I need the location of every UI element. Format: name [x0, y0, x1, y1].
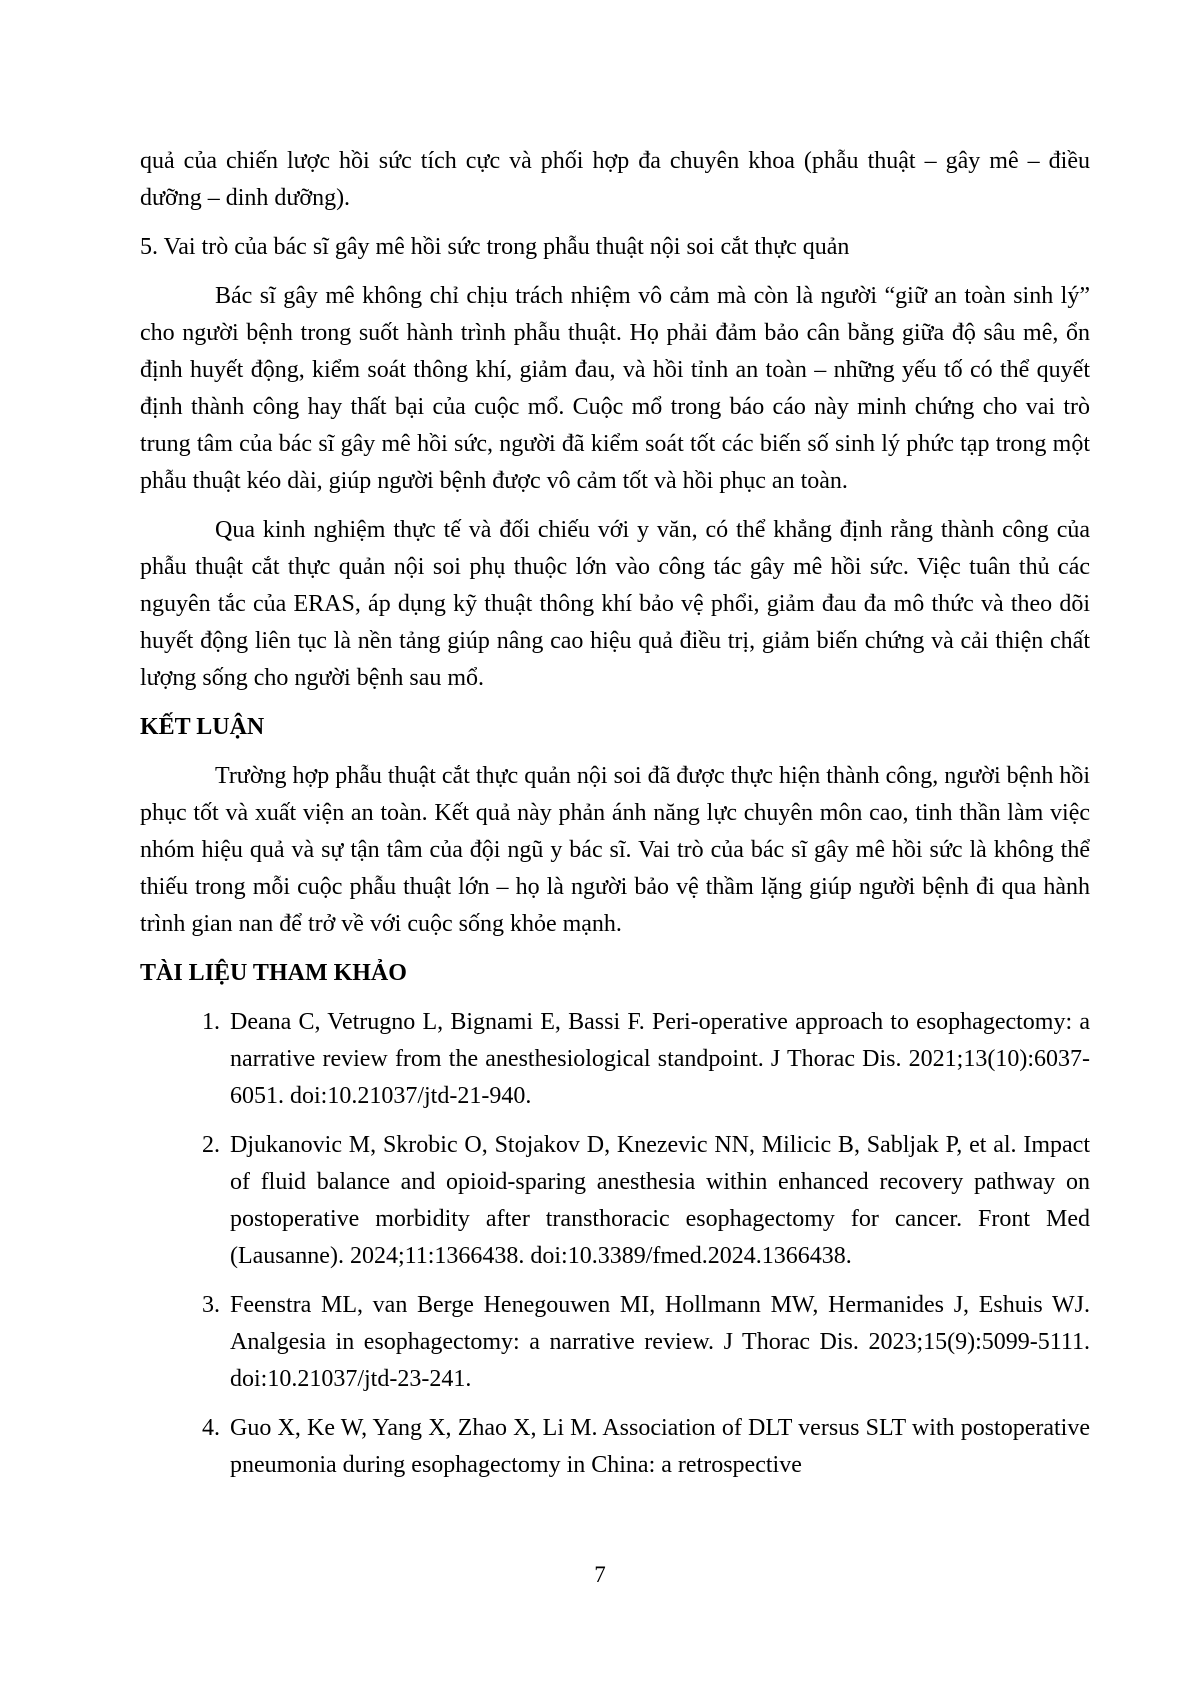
reference-text: Deana C, Vetrugno L, Bignami E, Bassi F. Peri-operative approach to esophagectomy: a narrative review from the anesthesiological standpoint. J Thorac Dis. 2021;13(10):6037-6051. doi:10.21037/jtd-21-940.	[230, 1009, 1090, 1109]
references-list	[140, 1004, 1090, 1484]
reference-number: 1.	[202, 1009, 220, 1035]
paragraph-experience-eras: Qua kinh nghiệm thực tế và đối chiếu với y văn, có thể khẳng định rằng thành công của phẫu thuật cắt thực quản nội soi phụ thuộc lớn vào công tác gây mê hồi sức. Việc tuân thủ các nguyên tắc của ERAS, áp dụng kỹ thuật thông khí bảo vệ phổi, giảm đau đa mô thức và theo dõi huyết động liên tục là nền tảng giúp nâng cao hiệu quả điều trị, giảm biến chứng và cải thiện chất lượng sống cho người bệnh sau mổ.	[140, 517, 1090, 691]
paragraph-anesthesiologist-role: Bác sĩ gây mê không chỉ chịu trách nhiệm vô cảm mà còn là người “giữ an toàn sinh lý” cho người bệnh trong suốt hành trình phẫu thuật. Họ phải đảm bảo cân bằng giữa độ sâu mê, ổn định huyết động, kiểm soát thông khí, giảm đau, và hồi tỉnh an toàn – những yếu tố có thể quyết định thành công hay thất bại của cuộc mổ. Cuộc mổ trong báo cáo này minh chứng cho vai trò trung tâm của bác sĩ gây mê hồi sức, người đã kiểm soát tốt các biến số sinh lý phức tạp trong một phẫu thuật kéo dài, giúp người bệnh được vô cảm tốt và hồi phục an toàn.	[140, 283, 1090, 494]
reference-item-3	[202, 1287, 1090, 1398]
reference-item-1	[202, 1004, 1090, 1115]
reference-number: 4.	[202, 1415, 220, 1441]
page-number: 7	[594, 1562, 606, 1587]
references-heading: TÀI LIỆU THAM KHẢO	[140, 960, 407, 986]
reference-item-4	[202, 1410, 1090, 1484]
reference-number: 2.	[202, 1132, 220, 1158]
reference-item-2	[202, 1127, 1090, 1275]
reference-text: Feenstra ML, van Berge Henegouwen MI, Hollmann MW, Hermanides J, Eshuis WJ. Analgesia in esophagectomy: a narrative review. J Thorac Dis. 2023;15(9):5099-5111. doi:10.21037/jtd-23-241.	[230, 1292, 1090, 1392]
section-5-heading: 5. Vai trò của bác sĩ gây mê hồi sức trong phẫu thuật nội soi cắt thực quản	[140, 234, 850, 260]
paragraph-continuation: quả của chiến lược hồi sức tích cực và phối hợp đa chuyên khoa (phẫu thuật – gây mê – điều dưỡng – dinh dưỡng).	[140, 148, 1090, 211]
conclusion-heading: KẾT LUẬN	[140, 714, 265, 740]
reference-text: Guo X, Ke W, Yang X, Zhao X, Li M. Association of DLT versus SLT with postoperative pneumonia during esophagectomy in China: a retrospective	[230, 1415, 1090, 1478]
reference-number: 3.	[202, 1292, 220, 1318]
paragraph-conclusion: Trường hợp phẫu thuật cắt thực quản nội soi đã được thực hiện thành công, người bệnh hồi phục tốt và xuất viện an toàn. Kết quả này phản ánh năng lực chuyên môn cao, tinh thần làm việc nhóm hiệu quả và sự tận tâm của đội ngũ y bác sĩ. Vai trò của bác sĩ gây mê hồi sức là không thể thiếu trong mỗi cuộc phẫu thuật lớn – họ là người bảo vệ thầm lặng giúp người bệnh đi qua hành trình gian nan để trở về với cuộc sống khỏe mạnh.	[140, 763, 1090, 937]
reference-text: Djukanovic M, Skrobic O, Stojakov D, Knezevic NN, Milicic B, Sabljak P, et al. Impact of fluid balance and opioid-sparing anesthesia within enhanced recovery pathway on postoperative morbidity after transthoracic esophagectomy for cancer. Front Med (Lausanne). 2024;11:1366438. doi:10.3389/fmed.2024.1366438.	[230, 1132, 1090, 1269]
